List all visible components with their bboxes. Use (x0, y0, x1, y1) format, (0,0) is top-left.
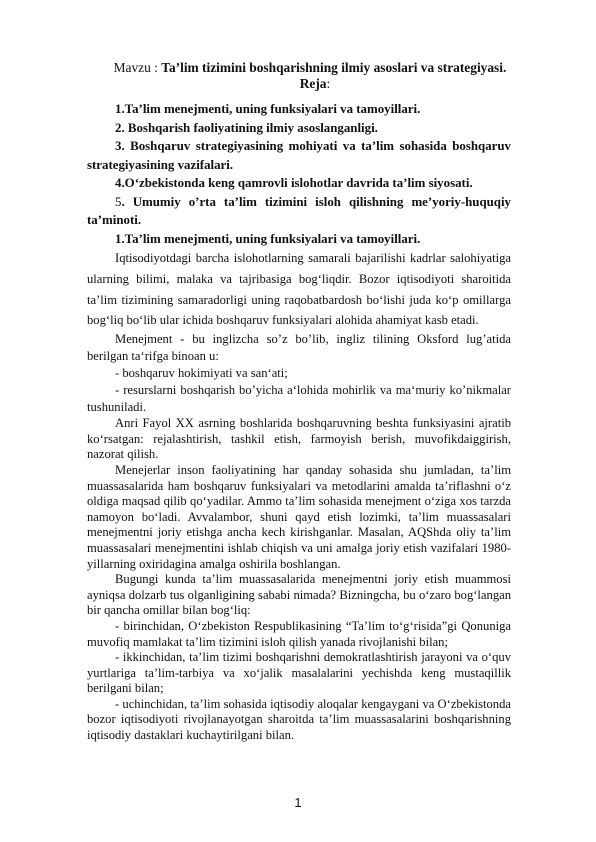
paragraph-8: - birinchidan, O‘zbekiston Respublikasining “Ta’lim to‘g‘risida”gi Qonuniga muvofiq mamlakat ta’lim tizimini isloh qilish yanada rivojlanishi bilan; (87, 618, 511, 649)
paragraph-5: Anri Fayol XX asrning boshlarida boshqaruvning beshta funksiyasini ajratib ko‘rsatgan: rejalashtirish, tashkil etish, farmoyish berish, muvofikdaiggirish, nazorat qilish. (87, 416, 511, 462)
plan-item-2: 2. Boshqarish faoliyatining ilmiy asoslanganligi. (115, 120, 378, 135)
topic-colon: : (150, 60, 162, 75)
plan-item-4: 4.O‘zbekistonda keng qamrovli islohotlar davrida ta’lim siyosati. (115, 176, 473, 190)
plan-item-5-text: . Umumiy o’rta ta’lim tizimini isloh qilishning me’yoriy-huquqiy ta’minoti. (87, 194, 511, 227)
paragraph-1: Iqtisodiyotdagi barcha islohotlarning samarali bajarilishi kadrlar salohiyatiga ularning bilimi, malaka va tajribasiga bog‘liqdir. Bozor iqtisodiyoti sharoitida ta’lim tizimining samaradorligi uning raqobatbardosh bo‘lishi juda ko‘p omillarga bog‘liq bo‘lib ular ichida boshqaruv funksiyalari alohida ahamiyat kasb etadi. (87, 251, 511, 328)
section-heading: 1.Ta’lim menejmenti, uning funksiyalari va tamoyillari. (115, 231, 421, 246)
topic-title (87, 60, 511, 76)
plan-item-1: 1.Ta’lim menejmenti, uning funksiyalari va tamoyillari. (115, 102, 421, 116)
paragraph-2: Menejment - bu inglizcha so’z bo’lib, ingliz tilining Oksford lug’atida berilgan ta‘rifga binoan u: (87, 332, 511, 364)
page-number: 1 (294, 795, 302, 810)
paragraph-4: - resurslarni boshqarish bo’yicha a‘lohida mohirlik va ma‘muriy ko’nikmalar tushuniladi. (87, 383, 511, 415)
plan-label: Reja (299, 76, 327, 91)
plan-item-5-number: 5 (115, 194, 122, 209)
plan-item-3: 3. Boshqaruv strategiyasining mohiyati va ta’lim sohasida boshqaruv strategiyasining vazifalari. (87, 139, 511, 172)
paragraph-6: Menejerlar inson faoliyatining har qanday sohasida shu jumladan, ta’lim muassasalarida ham boshqaruv funksiyalari va metodlarini amalda ta’riflashni o‘z oldiga maqsad qilib qo‘yadilar. Ammo ta’lim sohasida menejment o‘ziga xos tarzda namoyon bo‘ladi. Avvalambor, shuni qayd etish lozimki, ta’lim muassasalari menejmentni joriy etishga ancha kech kirishganlar. Masalan, AQShda oliy ta’lim muassasalari menejmentini ishlab chiqish va uni amalga joriy etish vazifalari 1980-yillarning oxiridagina amalga oshirila boshlangan. (87, 462, 511, 571)
paragraph-9: - ikkinchidan, ta’lim tizimi boshqarishni demokratlashtirish jarayoni va o‘quv yurtlariga ta’lim-tarbiya va xo‘jalik masalalarini yechishda keng mustaqillik berilgani bilan; (87, 650, 511, 696)
document-body (87, 60, 511, 744)
paragraph-3: - boshqaruv hokimiyati va san‘ati; (115, 366, 288, 381)
paragraph-7: Bugungi kunda ta’lim muassasalarida menejmentni joriy etish muammosi ayniqsa dolzarb tus olganligining sababi nimada? Bizningcha, bu o‘zaro bog‘langan bir qancha omillar bilan bog‘liq: (87, 572, 511, 618)
paragraph-10: - uchinchidan, ta’lim sohasida iqtisodiy aloqalar kengaygani va O‘zbekistonda bozor iqtisodiyoti rivojlanayotgan sharoitda ta’lim muassasalarini boshqarishning iqtisodiy dastaklari kuchaytirilgani bilan. (87, 696, 511, 743)
plan-colon: : (326, 76, 331, 91)
plan-item-5 (87, 193, 511, 230)
topic-text: Ta’lim tizimini boshqarishning ilmiy asoslari va strategiyasi. (161, 60, 507, 75)
topic-label: Mavzu (113, 60, 151, 75)
plan-heading (87, 76, 511, 92)
